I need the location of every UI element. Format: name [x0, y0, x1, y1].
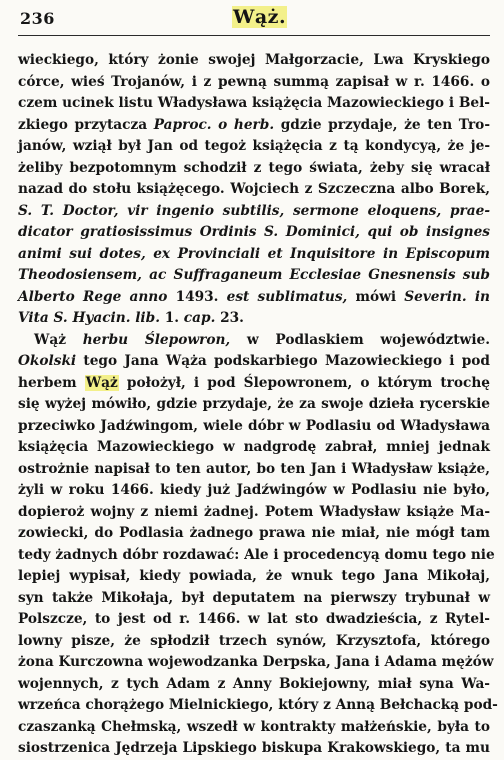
- text-segment: wrzeńca chorążego Mielnickiego, który z Anną Bełchacką pod-: [18, 697, 498, 713]
- italic-text: Paproc. o herb.: [153, 116, 275, 133]
- text-line: [18, 480, 490, 502]
- text-segment: czem ucinek listu Władysława książęcia Mazowieckiego i Bel-: [18, 95, 490, 111]
- text-line: [18, 674, 490, 696]
- text-segment: żona Kurczowna wojewodzanka Derpska, Jana i Adama mężów: [18, 654, 494, 670]
- text-line: [18, 652, 494, 674]
- text-segment: przeciwko Jadźwingom, wiele dóbr w Podlasiu od Władysława: [18, 417, 490, 434]
- text-line: [18, 201, 490, 223]
- italic-text: herbu Ślepowron,: [82, 331, 231, 348]
- text-segment: Polszcze, to jest od r. 1466. w lat sto dwadzieścia, z Rytel-: [18, 611, 490, 627]
- text-line: [18, 115, 490, 137]
- highlighted-term: Wąż: [85, 374, 118, 391]
- running-head: Wąż.: [233, 6, 287, 28]
- text-segment: mówi: [347, 288, 405, 305]
- body-text: [18, 50, 498, 760]
- entry-heading: Wąż: [34, 331, 67, 348]
- italic-text: Theodosiensem, ac Suffraganeum Ecclesiae Gnesnensis sub: [18, 267, 490, 283]
- text-line: [18, 695, 498, 717]
- text-segment: gdzie przydaje, że ten Tro-: [274, 116, 490, 133]
- text-segment: dopieroż wojny z niemi żadnej. Potem Władysław książe Ma-: [18, 503, 490, 520]
- text-segment: córce, wieś Trojanów, i z pewną summą zapisał w r. 1466. o: [18, 73, 490, 90]
- text-segment: 23.: [215, 310, 244, 326]
- text-line: [18, 631, 490, 653]
- text-line: [18, 93, 490, 115]
- text-segment: zkiego przytacza: [18, 116, 154, 133]
- text-line: [18, 416, 490, 438]
- text-segment: siostrzenica Jędrzeja Lipskiego biskupa Krakowskiego, ta mu: [18, 740, 490, 756]
- page-header: [18, 6, 490, 32]
- text-segment: żeliby bezpotomnym schodził z tego świata, żeby się wracał: [18, 159, 490, 176]
- text-segment: herbem: [18, 374, 85, 391]
- text-segment: zowiecki, do Podlasia żadnego prawa nie miał, nie mógł tam: [18, 525, 490, 541]
- italic-text: S. T. Doctor, vir ingenio subtilis, sermone eloquens, prae-: [18, 202, 490, 219]
- text-segment: w Podlaskiem województwie.: [230, 331, 490, 348]
- text-line: [18, 308, 490, 330]
- text-line: [18, 50, 490, 72]
- text-segment: syn także Mikołaja, był deputatem na pierwszy trybunał w: [18, 589, 490, 606]
- text-line: [18, 588, 490, 610]
- text-line: [18, 502, 490, 524]
- text-line: [18, 158, 490, 180]
- text-segment: położył, i pod Ślepowronem, o którym trochę: [118, 374, 490, 391]
- text-segment: książęcia Mazowieckiego w nadgrodę zabrał, mniej jednak: [18, 439, 490, 455]
- text-line: [18, 523, 490, 545]
- italic-text: Vita S. Hyacin. lib.: [18, 310, 160, 326]
- text-segment: się wyżej mówiło, gdzie przydaje, że za swoje dzieła rycerskie: [18, 396, 490, 412]
- text-line: [18, 437, 490, 459]
- italic-text: cap.: [183, 310, 216, 326]
- text-line: [18, 244, 490, 266]
- text-segment: tego Jana Wąża podskarbiego Mazowieckiego i pod: [76, 353, 490, 369]
- text-segment: [66, 332, 83, 348]
- text-line: [18, 609, 490, 631]
- text-line: [18, 717, 490, 739]
- text-segment: tedy żadnych dóbr rozdawać: Ale i procedencyą domu tego nie: [18, 546, 495, 563]
- text-segment: janów, wziął był Jan od tegoż książęcia z tą kondycyą, że je-: [18, 138, 490, 154]
- italic-text: Okolski: [18, 353, 77, 369]
- text-segment: lepiej wypisał, kiedy powiada, że wnuk tego Jana Mikołaj,: [18, 568, 490, 584]
- italic-text: dicator gratiosissimus Ordinis S. Dominici, qui ob insignes: [18, 224, 490, 240]
- italic-text: Severin. in: [404, 288, 490, 305]
- text-segment: nazad do stołu książęcego. Wojciech z Szczeczna albo Borek,: [18, 181, 490, 197]
- text-line: [18, 351, 490, 373]
- text-segment: ostrożnie napisał to ten autor, bo ten Jan i Władysław książe,: [18, 460, 490, 477]
- text-segment: wieckiego, który żonie swojej Małgorzacie, Lwa Kryskiego: [18, 52, 490, 68]
- text-segment: lowny pisze, że spłodził trzech synów, Krzysztofa, którego: [18, 632, 490, 649]
- text-line: [18, 287, 490, 309]
- text-line: [18, 738, 490, 760]
- text-segment: 1.: [159, 310, 184, 326]
- italic-text: est sublimatus,: [226, 288, 348, 305]
- text-line: [18, 136, 490, 158]
- text-line: [18, 222, 490, 244]
- text-line: [18, 566, 490, 588]
- italic-text: animi sui dotes, ex Provinciali et Inquisitore in Episcopum: [18, 245, 490, 262]
- text-line: [18, 265, 490, 287]
- text-line: [18, 179, 490, 201]
- text-line: [18, 373, 490, 395]
- text-segment: żyli w roku 1466. kiedy już Jadźwingów w Podlasiu nie było,: [18, 482, 490, 498]
- text-segment: czaszanką Chełmską, wszedł w kontrakty małżeńskie, była to: [18, 718, 490, 735]
- text-line: [18, 459, 490, 481]
- text-line: [18, 394, 490, 416]
- italic-text: Alberto Rege anno: [18, 288, 168, 305]
- text-line: [18, 545, 495, 567]
- header-rule: [18, 35, 490, 36]
- text-segment: wojennych, z tych Adam z Anny Bokiejowny, miał syna Wa-: [18, 675, 490, 692]
- text-line: [18, 330, 490, 352]
- page-number: 236: [20, 9, 55, 28]
- text-segment: 1493.: [167, 288, 227, 305]
- text-line: [18, 72, 490, 94]
